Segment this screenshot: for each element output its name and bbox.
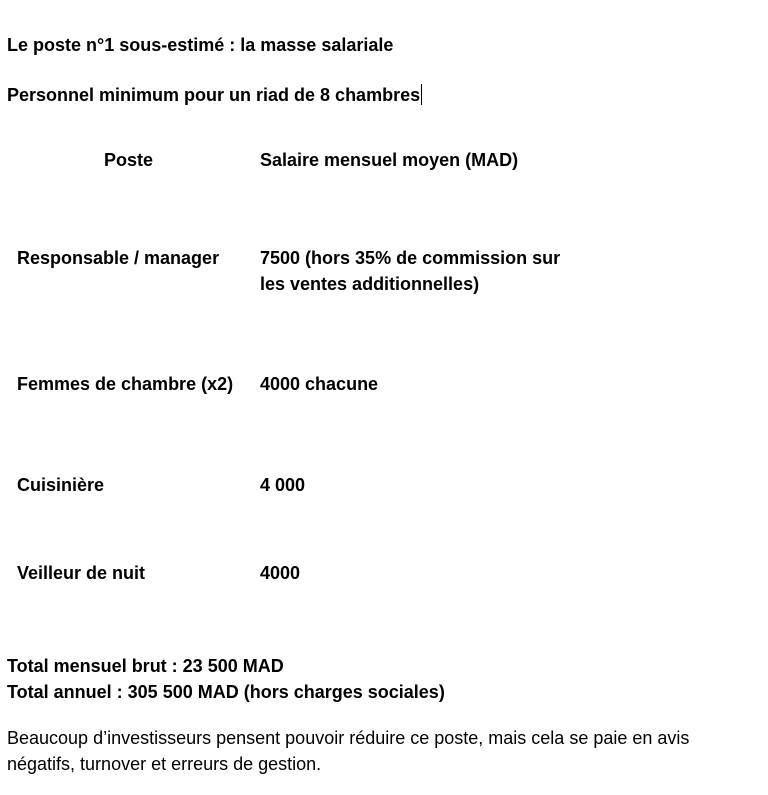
cell-poste: Responsable / manager <box>17 248 220 268</box>
text-cursor <box>421 84 422 105</box>
cell-salaire: 4000 chacune <box>260 374 379 394</box>
cell-salaire: 4000 <box>260 563 301 583</box>
column-header-poste: Poste <box>103 150 154 170</box>
cell-poste: Veilleur de nuit <box>17 563 146 583</box>
table-row <box>7 560 567 620</box>
cell-salaire: 4 000 <box>260 475 306 495</box>
cell-salaire: 7500 (hors 35% de commission sur les ventes additionnelles) <box>260 248 561 294</box>
body-paragraph: Beaucoup d’investisseurs pensent pouvoir réduire ce poste, mais cela se paie en avis négatifs, turnover et erreurs de gestion. <box>7 728 690 774</box>
column-header-salaire: Salaire mensuel moyen (MAD) <box>260 150 519 170</box>
totals-block <box>7 653 445 705</box>
total-annual: Total annuel : 305 500 MAD (hors charges sociales) <box>7 682 445 702</box>
table-row <box>7 472 567 560</box>
subtitle[interactable] <box>7 84 422 106</box>
table-row <box>7 245 567 371</box>
cell-poste: Cuisinière <box>17 475 105 495</box>
total-monthly: Total mensuel brut : 23 500 MAD <box>7 656 284 676</box>
section-title: Le poste n°1 sous-estimé : la masse salariale <box>7 35 394 55</box>
cell-poste: Femmes de chambre (x2) <box>17 374 234 394</box>
subtitle-text: Personnel minimum pour un riad de 8 chambres <box>7 85 421 105</box>
staff-salary-table <box>7 136 567 620</box>
table-header-row <box>7 136 567 245</box>
table-row <box>7 371 567 472</box>
